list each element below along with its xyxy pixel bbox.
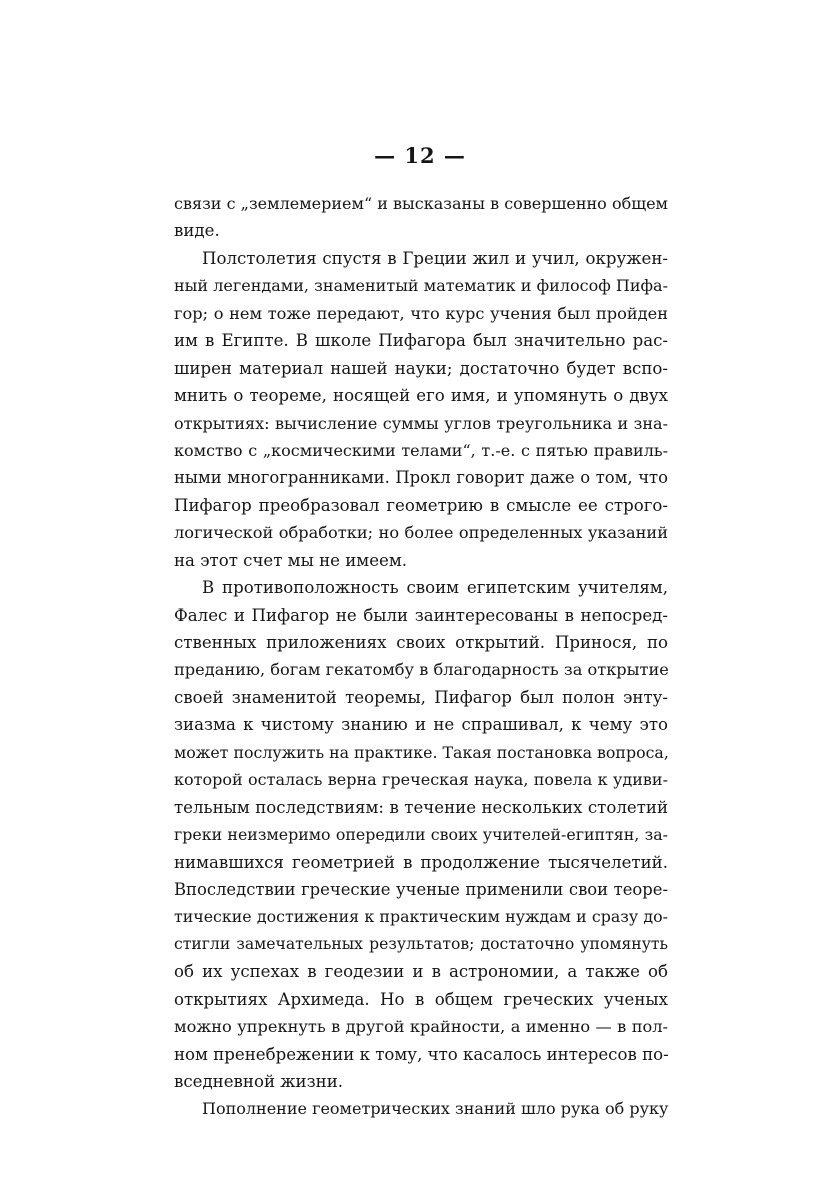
text-line: мнить о теореме, носящей его имя, и упомянуть о двух [174, 386, 668, 406]
text-line: гор; о нем тоже передают, что курс учения был пройден [174, 303, 668, 323]
text-line: им в Египте. В школе Пифагора был значительно рас- [174, 331, 668, 351]
text-line: Впоследствии греческие ученые применили свои теоре- [174, 879, 668, 899]
text-line: греки неизмеримо опередили своих учителей-египтян, за- [174, 825, 668, 845]
text-line: Фалес и Пифагор не были заинтересованы в непосред- [174, 605, 668, 625]
text-line: стигли замечательных результатов; достаточно упомянуть [174, 934, 668, 953]
text-line: открытиях Архимеда. Но в общем греческих ученых [174, 989, 668, 1009]
body-text [174, 190, 668, 1123]
page-number: — 12 — [374, 143, 466, 168]
text-line: об их успехах в геодезии и в астрономии, а также об [174, 962, 668, 982]
text-line: вседневной жизни. [174, 1072, 344, 1091]
text-line: виде. [174, 221, 220, 241]
text-line: преданию, богам гекатомбу в благодарность за открытие [174, 660, 669, 680]
text-line: ственных приложениях своих открытий. Принося, по [174, 633, 668, 652]
text-line: своей знаменитой теоремы, Пифагор был полон энту- [174, 687, 668, 707]
text-line: на этот счет мы не имеем. [174, 550, 408, 570]
text-line: ном пренебрежении к тому, что касалось интересов по- [174, 1044, 669, 1064]
text-line: ный легендами, знаменитый математик и философ Пифа- [174, 276, 668, 296]
text-line: Полстолетия спустя в Греции жил и учил, окружен- [202, 248, 668, 268]
text-line: Пифагор преобразовал геометрию в смысле ее строго- [174, 495, 668, 515]
text-line: тельным последствиям: в течение нескольких столетий [174, 797, 668, 817]
text-line: которой осталась верна греческая наука, повела к удиви- [174, 770, 668, 790]
text-line: комство с „космическими телами“, т.-е. с пятью правиль- [174, 440, 668, 460]
text-line: тические достижения к практическим нуждам и сразу до- [174, 907, 668, 927]
text-line: нимавшихся геометрией в продолжение тысячелетий. [174, 852, 668, 872]
text-line: Пополнение геометрических знаний шло рука об руку [202, 1099, 669, 1119]
text-line: ными многогранниками. Прокл говорит даже о том, что [174, 468, 668, 488]
text-line: зиазма к чистому знанию и не спрашивал, к чему это [174, 715, 668, 735]
text-line: ширен материал нашей науки; достаточно будет вспо- [174, 358, 668, 378]
text-line: можно упрекнуть в другой крайности, а именно — в пол- [174, 1017, 668, 1037]
text-line: В противоположность своим египетским учителям, [202, 578, 668, 598]
text-line: открытиях: вычисление суммы углов треугольника и зна- [174, 413, 668, 433]
text-line: связи с „землемерием“ и высказаны в совершенно общем [174, 194, 668, 213]
text-line: может послужить на практике. Такая постановка вопроса, [174, 742, 669, 762]
text-line: логической обработки; но более определенных указаний [174, 523, 668, 543]
